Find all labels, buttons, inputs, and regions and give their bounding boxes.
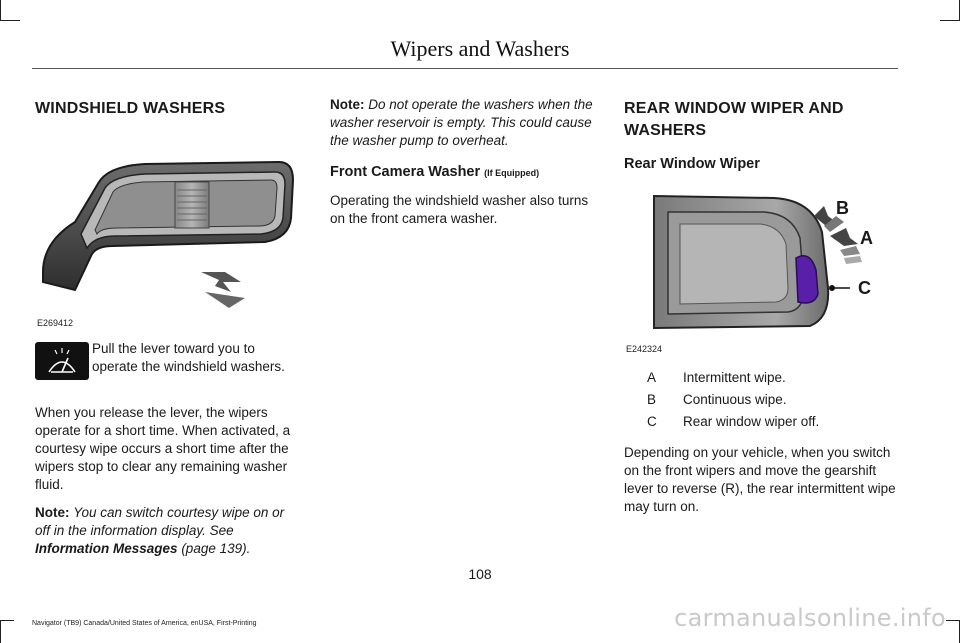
rear-wiper-paragraph: Depending on your vehicle, when you switch on the front wipers and move the gearshift lever to reverse (R), the rear intermittent wipe may turn on. bbox=[624, 445, 896, 514]
watermark: carmanualsonline.info bbox=[674, 604, 946, 632]
washer-instruction bbox=[35, 340, 300, 398]
legend-key: C bbox=[647, 414, 657, 429]
callout-a: A bbox=[860, 228, 873, 248]
section-heading: WINDSHIELD WASHERS bbox=[35, 100, 226, 117]
section-heading-line2: WASHERS bbox=[624, 122, 707, 139]
intermittent-arrow-icon bbox=[830, 228, 862, 264]
header-rule bbox=[32, 68, 898, 69]
crop-mark bbox=[0, 0, 1, 20]
lever-illustration bbox=[35, 122, 300, 328]
page-number: 108 bbox=[468, 566, 492, 582]
legend-key: B bbox=[647, 392, 657, 407]
courtesy-wipe-paragraph: When you release the lever, the wipers operate for a short time. When activated, a courtesy wipe occurs a short time after the wipers stop to clear any remaining washer fluid. bbox=[35, 405, 291, 492]
column-right bbox=[624, 96, 896, 516]
legend-value: Continuous wipe. bbox=[683, 392, 787, 407]
windshield-washer-icon bbox=[35, 342, 89, 380]
crop-mark bbox=[0, 620, 14, 621]
crop-mark bbox=[0, 621, 1, 643]
subheading-text: Front Camera Washer bbox=[330, 164, 481, 180]
page-title: Wipers and Washers bbox=[390, 36, 570, 61]
figure-code: E269412 bbox=[37, 318, 74, 328]
wiper-legend bbox=[624, 370, 896, 450]
callout-b: B bbox=[836, 198, 849, 218]
courtesy-note bbox=[35, 504, 300, 558]
legend-key: A bbox=[647, 370, 657, 385]
instruction-text: Pull the lever toward you to operate the windshield washers. bbox=[92, 341, 285, 374]
front-camera-washer-heading bbox=[330, 164, 600, 180]
crop-mark bbox=[946, 620, 960, 621]
rear-wiper-illustration bbox=[624, 192, 896, 354]
column-left bbox=[35, 96, 300, 558]
reservoir-note bbox=[330, 96, 600, 150]
camera-washer-paragraph: Operating the windshield washer also turns on the front camera washer. bbox=[330, 193, 589, 226]
lever-drawing bbox=[35, 122, 300, 312]
column-middle bbox=[330, 96, 600, 228]
callout-c: C bbox=[858, 278, 871, 298]
legend-value: Intermittent wipe. bbox=[683, 370, 786, 385]
pull-arrow-icon bbox=[201, 272, 245, 308]
rear-wiper-drawing bbox=[624, 192, 896, 338]
information-messages-link[interactable]: Information Messages bbox=[35, 541, 178, 556]
crop-mark bbox=[940, 20, 960, 21]
crop-mark bbox=[0, 20, 20, 21]
figure-code: E242324 bbox=[626, 344, 663, 354]
note-text: You can switch courtesy wipe on or off in the information display. See bbox=[35, 505, 285, 538]
if-equipped-label: (If Equipped) bbox=[484, 168, 540, 178]
edition-footer: Navigator (TB9) Canada/United States of America, enUSA, First-Printing bbox=[32, 620, 257, 627]
note-label: Note: bbox=[330, 97, 365, 112]
note-label: Note: bbox=[35, 505, 70, 520]
section-heading-line1: REAR WINDOW WIPER AND bbox=[624, 100, 844, 117]
legend-value: Rear window wiper off. bbox=[683, 414, 820, 429]
note-page-ref: (page 139). bbox=[181, 541, 251, 556]
note-text: Do not operate the washers when the washer reservoir is empty. This could cause the washer pump to overheat. bbox=[330, 97, 593, 148]
rear-wiper-heading: Rear Window Wiper bbox=[624, 156, 760, 172]
